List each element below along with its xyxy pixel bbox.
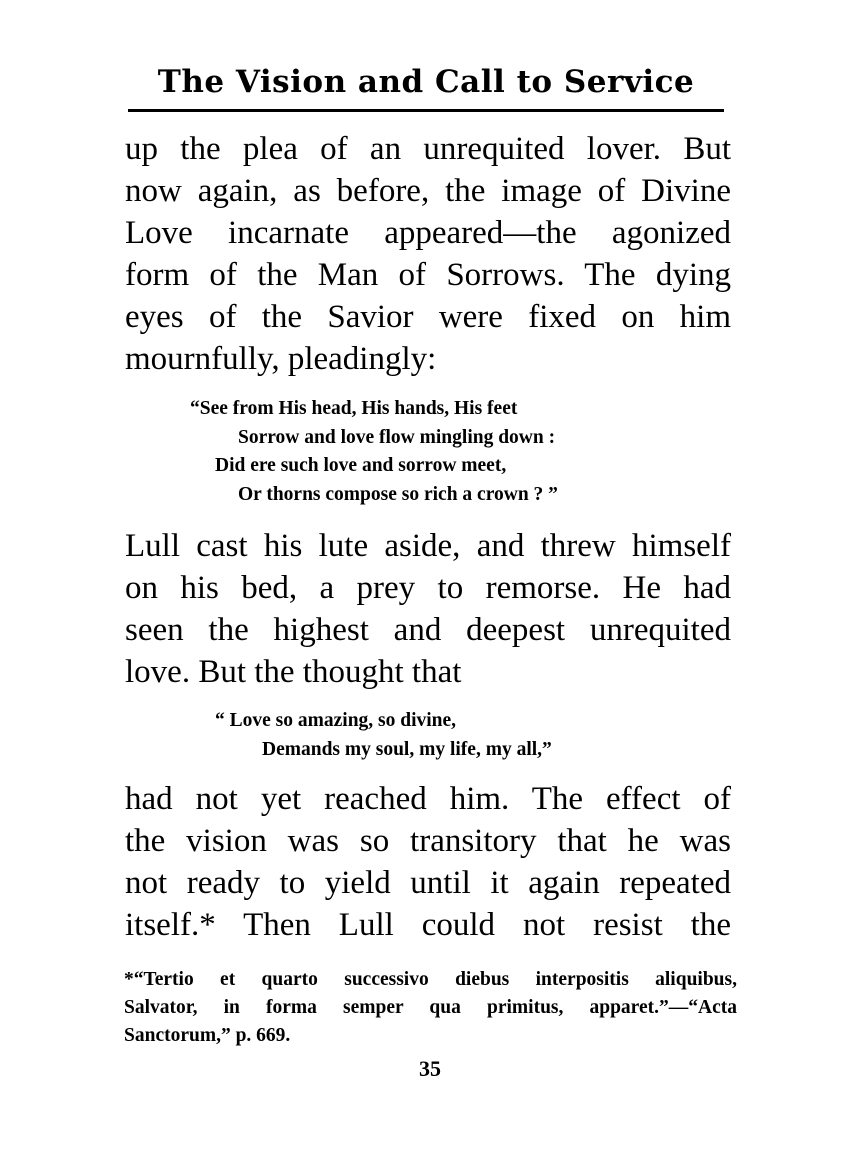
quote-line: Demands my soul, my life, my all,” [262,738,552,760]
text-line: Lull cast his lute aside, and threw himself [125,528,731,564]
footnote [124,966,737,1050]
quote-line: Did ere such love and sorrow meet, [215,455,507,476]
text-line: seen the highest and deepest unrequited [125,612,731,648]
paragraph-1 [125,128,731,380]
text-line: eyes of the Savior were fixed on him [125,299,731,335]
quote-line: “See from His head, His hands, His feet [190,398,518,419]
text-line: love. But the thought that [125,654,462,690]
header-rule [128,109,724,112]
text-line: now again, as before, the image of Divine [125,173,731,209]
quote-line: “ Love so amazing, so divine, [215,710,457,731]
text-line: the vision was so transitory that he was [125,823,731,859]
text-line: itself.* Then Lull could not resist the [125,907,731,943]
footnote-line: Salvator, in forma semper qua primitus, apparet.”—“Acta [124,997,737,1018]
text-line: form of the Man of Sorrows. The dying [125,257,731,293]
text-line: on his bed, a prey to remorse. He had [125,570,731,606]
paragraph-2 [125,525,731,693]
hymn-quote-2 [215,707,552,764]
text-line: had not yet reached him. The effect of [125,781,731,817]
running-head: The Vision and Call to Service [157,64,695,100]
paragraph-3 [125,778,731,946]
hymn-quote-1 [190,395,558,509]
text-line: not ready to yield until it again repeated [125,865,731,901]
footnote-line: *“Tertio et quarto successivo diebus interpositis aliquibus, [124,969,737,990]
quote-line: Or thorns compose so rich a crown ? ” [238,483,558,505]
text-line: mournfully, pleadingly: [125,341,437,377]
footnote-line: Sanctorum,” p. 669. [124,1025,291,1046]
text-line: up the plea of an unrequited lover. But [125,131,731,167]
page-number: 35 [419,1056,441,1081]
text-line: Love incarnate appeared—the agonized [125,215,731,251]
quote-line: Sorrow and love flow mingling down : [238,426,556,448]
